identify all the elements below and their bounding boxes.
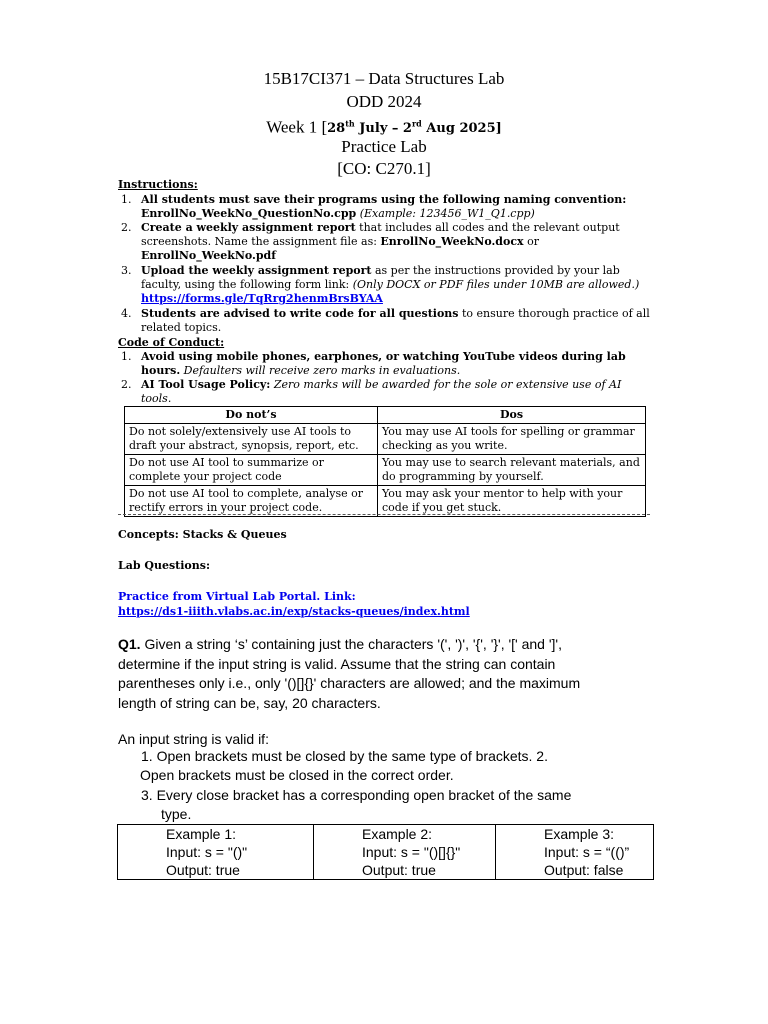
instr-num-3: 3. bbox=[121, 264, 132, 277]
ai-policy-table bbox=[124, 406, 646, 517]
conduct-1-bold: Avoid using mobile phones, earphones, or watching YouTube videos during lab hours. bbox=[141, 350, 626, 377]
example-input: Input: s = "()[]{}" bbox=[362, 844, 461, 860]
instr-3-bold: Upload the weekly assignment report bbox=[141, 264, 372, 277]
upload-note: (Only DOCX or PDF files under 10MB are allowed.) bbox=[352, 278, 640, 291]
instr-item-1 bbox=[141, 193, 661, 221]
example-title: Example 1: bbox=[166, 826, 237, 842]
table-header-row bbox=[125, 407, 646, 424]
table-cell: You may ask your mentor to help with your code if you get stuck. bbox=[378, 486, 646, 517]
conduct-num-2: 2. bbox=[121, 378, 132, 391]
section-divider bbox=[118, 514, 650, 515]
table-cell: You may use AI tools for spelling or grammar checking as you write. bbox=[378, 424, 646, 455]
instr-item-2: Create a weekly assignment report that includes all codes and the relevant output screenshots. Name the assignment file as: EnrollNo_WeekNo.docx or EnrollNo_WeekNo.pdf bbox=[141, 221, 620, 262]
instr-item-4: Students are advised to write code for all questions to ensure thorough practice of all related topics. bbox=[141, 307, 650, 334]
practice-label: Practice from Virtual Lab Portal. Link: bbox=[118, 590, 356, 603]
concepts-label: Concepts: Stacks & Queues bbox=[118, 528, 287, 541]
valid-intro: An input string is valid if: bbox=[118, 731, 269, 747]
table-cell: Do not use AI tool to summarize or complete your project code bbox=[125, 455, 378, 486]
example-2 bbox=[314, 825, 496, 880]
rule-3-cont: type. bbox=[161, 806, 192, 822]
table-cell: Do not solely/extensively use AI tools to draft your abstract, synopsis, report, etc. bbox=[125, 424, 378, 455]
instr-1-bold: All students must save their programs using the following naming convention: bbox=[141, 193, 627, 206]
example-output: Output: false bbox=[544, 862, 624, 878]
q1-text: Q1. Given a string ‘s’ containing just the characters '(', ')', '{', '}', '[' and ']', determine if the input string is valid. Assume that the string can contain parentheses only i.e., only '()[]{}' characters are allowed; and the maximum length of string can be, say, 20 characters. bbox=[118, 636, 581, 711]
example-title: Example 3: bbox=[544, 826, 615, 842]
conduct-item-2 bbox=[141, 378, 636, 406]
instr-num-2: 2. bbox=[121, 221, 132, 234]
naming-example: (Example: 123456_W1_Q1.cpp) bbox=[356, 207, 535, 220]
example-title: Example 2: bbox=[362, 826, 433, 842]
example-3 bbox=[496, 825, 654, 880]
instr-num-4: 4. bbox=[121, 307, 132, 320]
example-output: Output: true bbox=[166, 862, 240, 878]
week-label: Week 1 [ bbox=[266, 117, 328, 137]
conduct-num-1: 1. bbox=[121, 350, 132, 363]
table-row bbox=[125, 424, 646, 455]
instructions-heading: Instructions: bbox=[118, 178, 198, 191]
conduct-item-1 bbox=[141, 350, 636, 378]
examples-table bbox=[117, 824, 654, 880]
instr-4-bold: Students are advised to write code for all questions bbox=[141, 307, 459, 320]
conduct-heading: Code of Conduct: bbox=[118, 336, 225, 349]
course-outcome: [CO: C270.1] bbox=[337, 159, 431, 178]
example-1 bbox=[118, 825, 314, 880]
lab-questions-heading: Lab Questions: bbox=[118, 559, 211, 572]
table-row bbox=[125, 486, 646, 517]
instr-item-3: Upload the weekly assignment report as per the instructions provided by your lab faculty, using the following form link: (Only DOCX or PDF files under 10MB are allowed.) https://forms.gle/TqRrg2henmBrsBYAA bbox=[141, 264, 640, 305]
course-title: 15B17CI371 – Data Structures Lab bbox=[263, 69, 505, 88]
q1-label: Q1. bbox=[118, 636, 141, 652]
term: ODD 2024 bbox=[346, 92, 422, 111]
rule-3: 3. Every close bracket has a corresponding open bracket of the same bbox=[141, 787, 572, 803]
form-link[interactable]: https://forms.gle/TqRrg2henmBrsBYAA bbox=[141, 292, 383, 305]
instr-2-bold: Create a weekly assignment report bbox=[141, 221, 356, 234]
week-dates: 28th July – 2rd Aug 2025] bbox=[327, 119, 502, 137]
lab-type: Practice Lab bbox=[341, 137, 427, 156]
ai-policy-bold: AI Tool Usage Policy: bbox=[141, 378, 271, 391]
rule-2: Open brackets must be closed in the correct order. bbox=[140, 767, 454, 783]
table-cell: You may use to search relevant materials, and do programming by yourself. bbox=[378, 455, 646, 486]
table-row bbox=[125, 455, 646, 486]
rule-1: 1. Open brackets must be closed by the same type of brackets. 2. bbox=[141, 748, 548, 764]
virtual-lab-link[interactable]: https://ds1-iiith.vlabs.ac.in/exp/stacks-queues/index.html bbox=[118, 605, 470, 618]
file-docx: EnrollNo_WeekNo.docx bbox=[380, 235, 524, 248]
table-row bbox=[118, 825, 654, 880]
col-header-dos: Dos bbox=[378, 407, 646, 424]
example-input: Input: s = "()" bbox=[166, 844, 248, 860]
example-input: Input: s = “(()” bbox=[544, 844, 630, 860]
naming-convention: EnrollNo_WeekNo_QuestionNo.cpp bbox=[141, 207, 357, 220]
ai-policy-italic: Zero marks will be awarded for the sole or extensive use of AI tools. bbox=[141, 378, 622, 405]
example-output: Output: true bbox=[362, 862, 436, 878]
conduct-1-italic: Defaulters will receive zero marks in evaluations. bbox=[180, 364, 461, 377]
file-pdf: EnrollNo_WeekNo.pdf bbox=[141, 249, 276, 262]
table-cell: Do not use AI tool to complete, analyse or rectify errors in your project code. bbox=[125, 486, 378, 517]
col-header-donts: Do not’s bbox=[125, 407, 378, 424]
instr-num-1: 1. bbox=[121, 193, 132, 206]
